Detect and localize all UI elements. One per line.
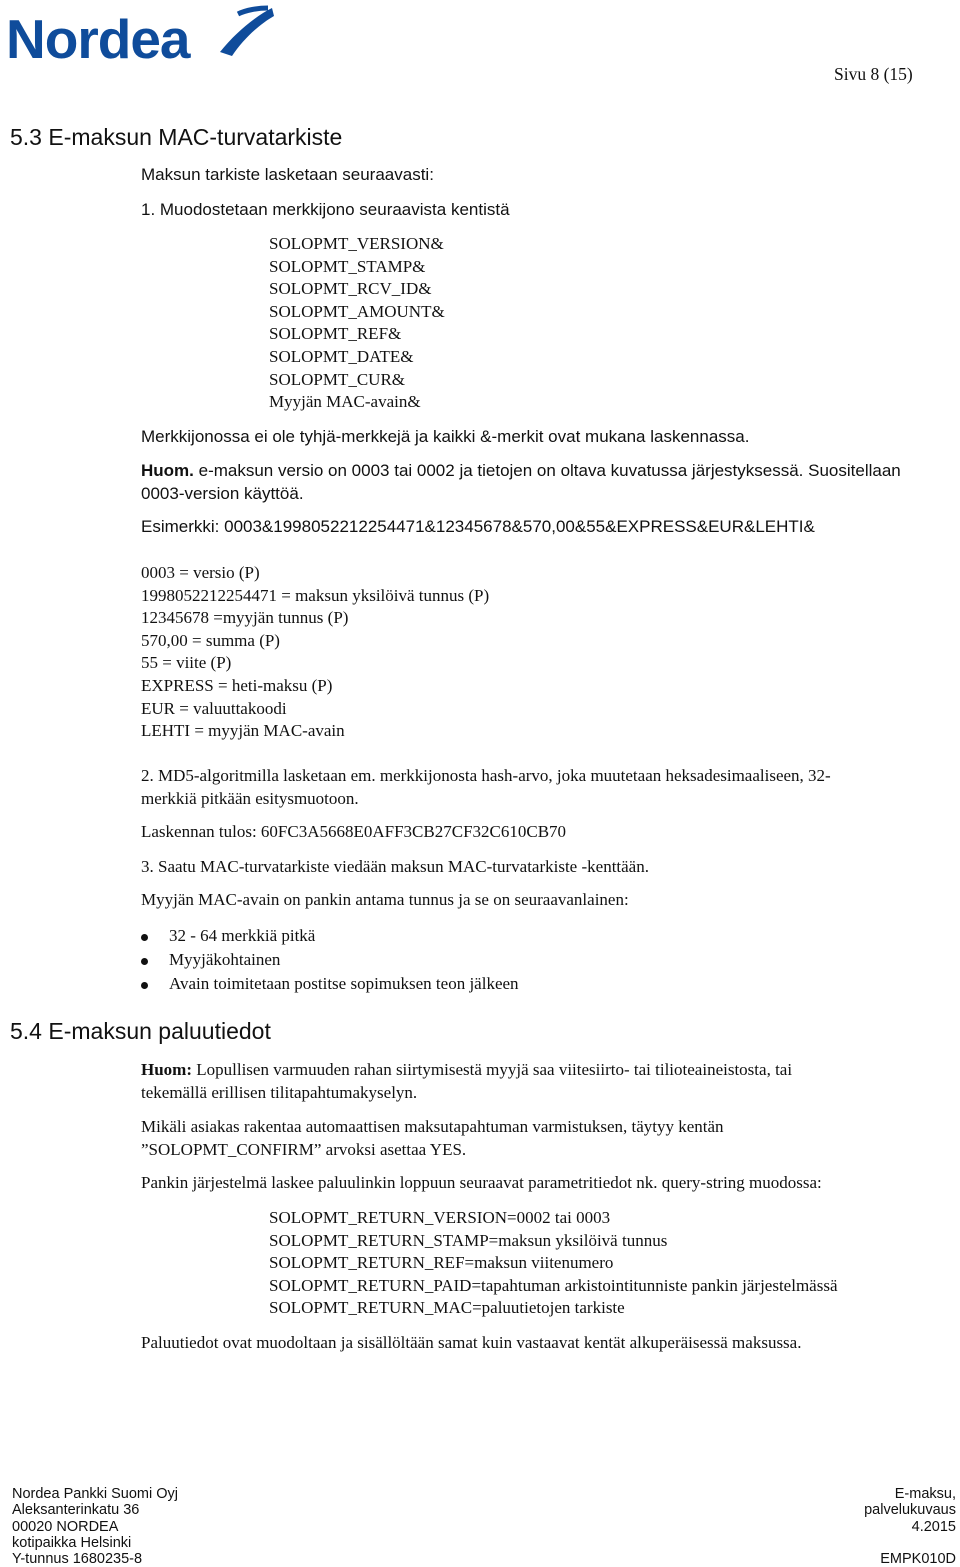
bullet-icon (141, 958, 148, 965)
field-item: SOLOPMT_VERSION& (269, 234, 444, 253)
return-intro: Pankin järjestelmä laskee paluulinkin loppuun seuraavat parametritiedot nk. query-string muodossa: (141, 1173, 822, 1192)
code-explanations (141, 562, 489, 743)
section-5-4-title: 5.4 E-maksun paluutiedot (10, 1018, 271, 1044)
intro-text: Maksun tarkiste lasketaan seuraavasti: (141, 165, 434, 184)
doc-date: 4.2015 (911, 1518, 956, 1535)
domicile-line: kotipaikka Helsinki (12, 1534, 132, 1551)
huom-final-note: Huom: Lopullisen varmuuden rahan siirtymisestä myyjä saa viitesiirto- tai tilioteaineistosta, tai tekemällä erillisen tilitapahtumakyselyn. (141, 1060, 793, 1102)
step-1-text: 1. Muodostetaan merkkijono seuraavista kentistä (141, 200, 510, 219)
return-param: SOLOPMT_RETURN_PAID=tapahtuman arkistointitunniste pankin järjestelmässä (269, 1275, 838, 1295)
return-param: SOLOPMT_RETURN_REF=maksun viitenumero (269, 1253, 614, 1273)
code-item: EXPRESS = heti-maksu (P) (141, 675, 333, 695)
doc-subtitle: palvelukuvaus (864, 1502, 956, 1519)
bullet-icon (141, 934, 148, 941)
step-2-text (141, 765, 831, 810)
bullet-icon (141, 982, 148, 989)
huom-label: Huom. (141, 461, 194, 480)
code-item: 0003 = versio (P) (141, 563, 260, 582)
footer-spacer (864, 1535, 956, 1551)
field-item: SOLOPMT_STAMP& (269, 256, 426, 276)
no-spaces-note: Merkkijonossa ei ole tyhjä-merkkejä ja kaikki &-merkit ovat mukana laskennassa. (141, 427, 750, 446)
nordea-logo (6, 4, 276, 71)
code-item: 1998052212254471 = maksun yksilöivä tunnus (P) (141, 585, 490, 605)
confirm-note: Mikäli asiakas rakentaa automaattisen maksutapahtuman varmistuksen, täytyy kentän ”SOLOPMT_CONFIRM” arvoksi asettaa YES. (141, 1117, 724, 1159)
postal-line: 00020 NORDEA (12, 1518, 119, 1535)
return-param: SOLOPMT_RETURN_MAC=paluutietojen tarkiste (269, 1298, 625, 1318)
code-item: LEHTI = myyjän MAC-avain (141, 721, 345, 741)
business-id: Y-tunnus 1680235-8 (12, 1551, 143, 1567)
field-item: SOLOPMT_CUR& (269, 369, 406, 389)
field-list (269, 233, 445, 414)
code-item: EUR = valuuttakoodi (141, 698, 287, 718)
return-param: SOLOPMT_RETURN_VERSION=0002 tai 0003 (269, 1208, 611, 1227)
code-item: 12345678 =myyjän tunnus (P) (141, 608, 349, 628)
huom-text: e-maksun versio on 0003 tai 0002 ja tietojen on oltava kuvatussa järjestyksessä. Suositellaan (193, 461, 901, 480)
huom-text-cont: 0003-version käyttöä. (141, 483, 304, 503)
huom-note (141, 460, 901, 505)
code-item: 55 = viite (P) (141, 653, 232, 673)
company-name: Nordea Pankki Suomi Oyj (12, 1486, 179, 1502)
field-item: SOLOPMT_DATE& (269, 346, 414, 366)
step-2-line: 2. MD5-algoritmilla lasketaan em. merkkijonosta hash-arvo, joka muutetaan heksadesimaaliseen, 32- (141, 766, 831, 785)
code-item: 570,00 = summa (P) (141, 630, 280, 650)
closing-text: Paluutiedot ovat muodoltaan ja sisällöltään samat kuin vastaavat kentät alkuperäisessä maksussa. (141, 1333, 802, 1352)
huom-label: Huom: (141, 1060, 192, 1079)
address-line: Aleksanterinkatu 36 (12, 1502, 140, 1519)
footer-left (12, 1486, 178, 1567)
field-item: SOLOPMT_AMOUNT& (269, 301, 445, 321)
section-5-3-title: 5.3 E-maksun MAC-turvatarkiste (10, 124, 343, 150)
return-params (269, 1207, 838, 1320)
result-text: Laskennan tulos: 60FC3A5668E0AFF3CB27CF32C610CB70 (141, 822, 567, 841)
footer-right (864, 1486, 956, 1567)
step-3-text: 3. Saatu MAC-turvatarkiste viedään maksun MAC-turvatarkiste -kenttään. (141, 857, 649, 876)
doc-title: E-maksu, (894, 1486, 956, 1502)
field-item: SOLOPMT_RCV_ID& (269, 279, 432, 299)
field-item: Myyjän MAC-avain& (269, 392, 421, 412)
page-number: Sivu 8 (15) (834, 64, 913, 84)
logo-swoosh-icon (220, 8, 274, 56)
example-string: Esimerkki: 0003&1998052212254471&12345678&570,00&55&EXPRESS&EUR&LEHTI& (141, 517, 815, 536)
logo-text: Nordea (6, 8, 190, 66)
doc-code: EMPK010D (880, 1551, 956, 1567)
step-2-line: merkkiä pitkään esitysmuotoon. (141, 788, 359, 808)
field-item: SOLOPMT_REF& (269, 324, 402, 344)
return-param: SOLOPMT_RETURN_STAMP=maksun yksilöivä tunnus (269, 1230, 668, 1250)
mac-key-bullets: 32 - 64 merkkiä pitkä Myyjäkohtainen Avain toimitetaan postitse sopimuksen teon jälkeen (141, 926, 641, 998)
mac-key-intro: Myyjän MAC-avain on pankin antama tunnus ja se on seuraavanlainen: (141, 890, 629, 909)
